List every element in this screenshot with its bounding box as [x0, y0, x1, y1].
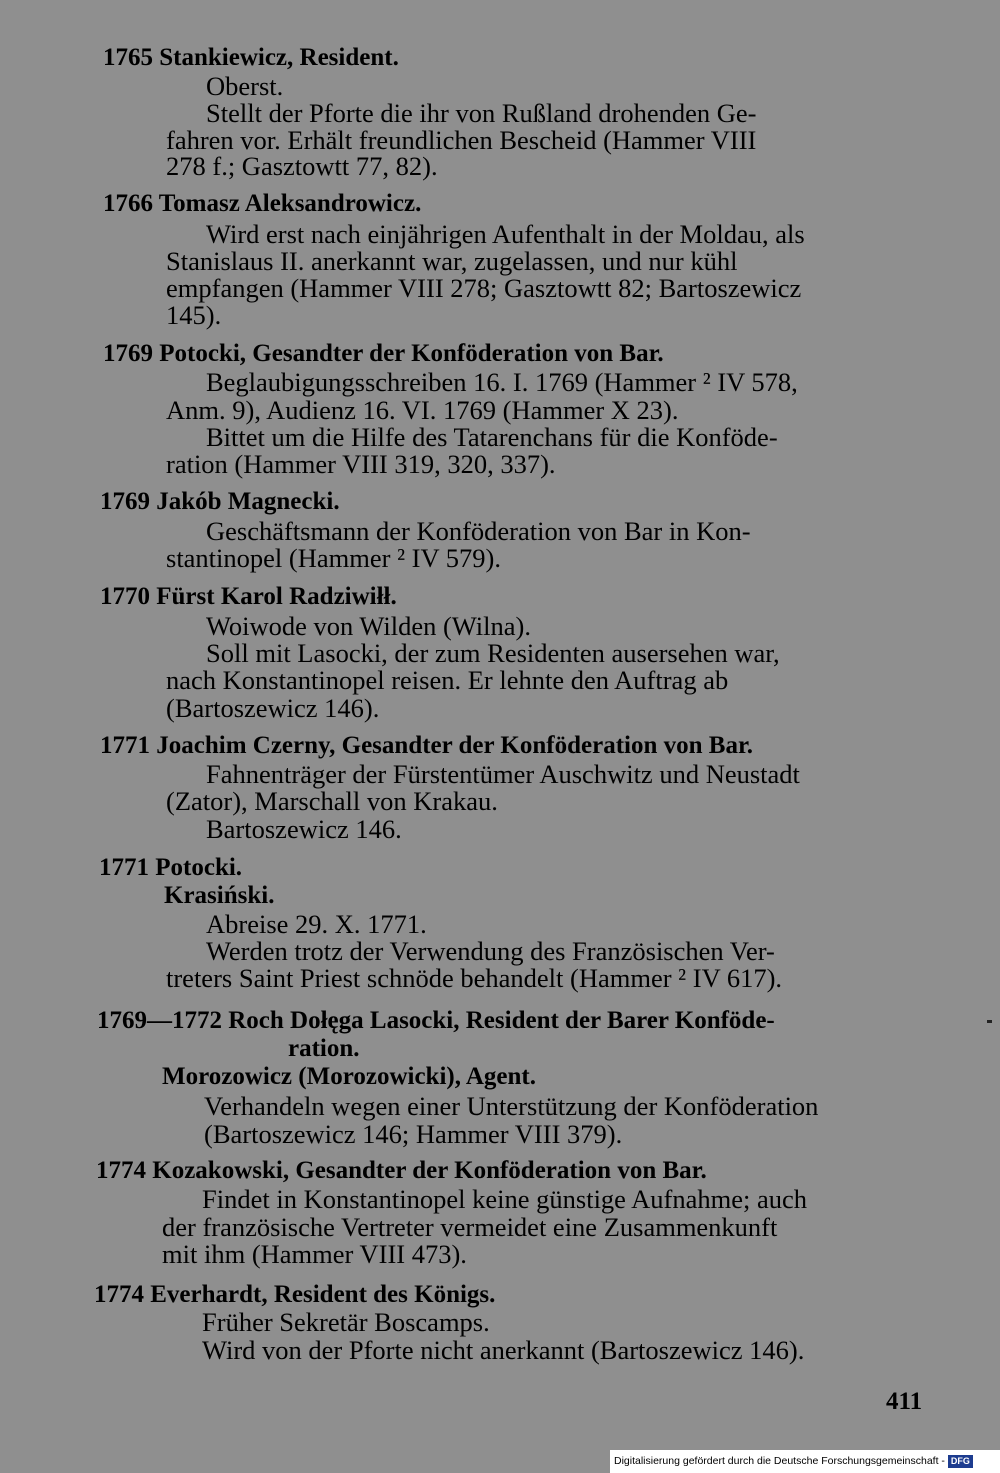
footer-text: Digitalisierung gefördert durch die Deutsche Forschungsgemeinschaft -: [614, 1455, 945, 1467]
entry-line: (Bartoszewicz 146; Hammer VIII 379).: [204, 1119, 623, 1149]
entry-line: Werden trotz der Verwendung des Französischen Ver-: [206, 936, 775, 966]
entry-line: Früher Sekretär Boscamps.: [202, 1307, 490, 1337]
entry-line: Stellt der Pforte die ihr von Rußland drohenden Ge-: [206, 98, 757, 128]
entry-line: ration (Hammer VIII 319, 320, 337).: [166, 449, 556, 479]
entry-heading: 1770 Fürst Karol Radziwiłł.: [100, 583, 397, 610]
funding-footer: [610, 1450, 1000, 1473]
dfg-logo-icon: DFG: [948, 1455, 973, 1468]
entry-line: stantinopel (Hammer ² IV 579).: [166, 543, 501, 573]
entry-line: Wird erst nach einjährigen Aufenthalt in der Moldau, als: [206, 219, 805, 249]
entry-line: Anm. 9), Audienz 16. VI. 1769 (Hammer X 23).: [166, 395, 679, 425]
entry-line: (Bartoszewicz 146).: [166, 693, 380, 723]
entry-heading: 1769 Jakób Magnecki.: [100, 488, 340, 515]
entry-heading: 1771 Potocki.: [99, 854, 243, 881]
entry-heading: 1774 Everhardt, Resident des Königs.: [94, 1281, 496, 1308]
entry-line: Abreise 29. X. 1771.: [206, 909, 427, 939]
entry-heading-continued: ration.: [288, 1035, 360, 1062]
entry-line: Geschäftsmann der Konföderation von Bar in Kon-: [206, 516, 751, 546]
entry-line: Woiwode von Wilden (Wilna).: [206, 611, 531, 641]
entry-line: nach Konstantinopel reisen. Er lehnte den Auftrag ab: [166, 665, 729, 695]
entry-line: fahren vor. Erhält freundlichen Bescheid (Hammer VIII: [166, 125, 757, 155]
entry-heading: 1774 Kozakowski, Gesandter der Konföderation von Bar.: [96, 1157, 707, 1184]
entry-heading: 1769—1772 Roch Dołęga Lasocki, Resident der Barer Konföde-: [97, 1007, 775, 1034]
entry-line: mit ihm (Hammer VIII 473).: [162, 1239, 467, 1269]
entry-line: empfangen (Hammer VIII 278; Gasztowtt 82; Bartoszewicz: [166, 273, 802, 303]
entry-heading-secondary: Krasiński.: [164, 882, 275, 909]
entry-line: Bittet um die Hilfe des Tatarenchans für die Konföde-: [206, 422, 778, 452]
entry-line: treters Saint Priest schnöde behandelt (Hammer ² IV 617).: [166, 963, 783, 993]
entry-heading: 1766 Tomasz Aleksandrowicz.: [103, 190, 422, 217]
entry-line: Oberst.: [206, 71, 284, 101]
entry-heading: 1769 Potocki, Gesandter der Konföderation von Bar.: [103, 340, 664, 367]
entry-line: Wird von der Pforte nicht anerkannt (Bartoszewicz 146).: [202, 1335, 805, 1365]
entry-line: Findet in Konstantinopel keine günstige Aufnahme; auch: [202, 1184, 807, 1214]
scan-speck: [987, 1020, 992, 1023]
entry-line: Soll mit Lasocki, der zum Residenten ausersehen war,: [206, 638, 780, 668]
entry-line: (Zator), Marschall von Krakau.: [166, 786, 498, 816]
entry-heading: 1765 Stankiewicz, Resident.: [103, 44, 399, 71]
entry-line: Stanislaus II. anerkannt war, zugelassen, und nur kühl: [166, 246, 738, 276]
page-number: 411: [886, 1388, 923, 1415]
entry-line: 145).: [166, 300, 222, 330]
entry-heading: 1771 Joachim Czerny, Gesandter der Konföderation von Bar.: [100, 732, 754, 759]
entry-heading-secondary: Morozowicz (Morozowicki), Agent.: [162, 1063, 536, 1090]
entry-line: 278 f.; Gasztowtt 77, 82).: [166, 151, 438, 181]
entry-line: Fahnenträger der Fürstentümer Auschwitz und Neustadt: [206, 759, 800, 789]
entry-line: der französische Vertreter vermeidet eine Zusammenkunft: [162, 1212, 778, 1242]
entry-line: Verhandeln wegen einer Unterstützung der Konföderation: [204, 1091, 819, 1121]
entry-line: Beglaubigungsschreiben 16. I. 1769 (Hammer ² IV 578,: [206, 367, 798, 397]
entry-line: Bartoszewicz 146.: [206, 814, 402, 844]
